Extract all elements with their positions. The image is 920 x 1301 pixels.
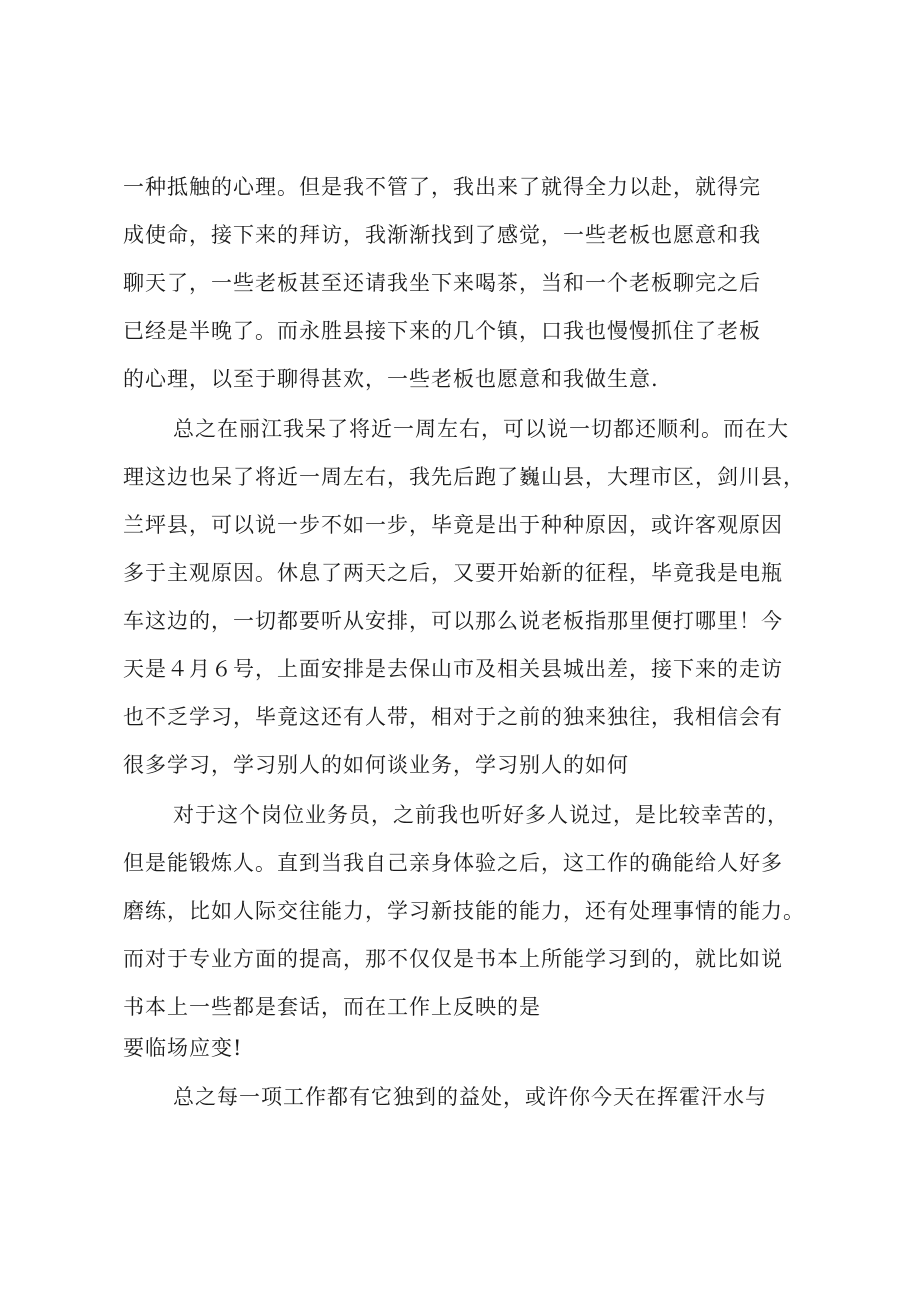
text-line: 要临场应变! [123, 1036, 243, 1060]
paragraph-first-line: 对于这个岗位业务员，之前我也听好多人说过，是比较幸苦的， [173, 803, 789, 827]
text-line: 聊天了，一些老板甚至还请我坐下来喝茶，当和一个老板聊完之后 [123, 271, 761, 295]
text-line: 书本上一些都是套话，而在工作上反映的是 [123, 995, 541, 1019]
text-line: 一种抵触的心理。但是我不管了，我出来了就得全力以赴，就得完 [123, 175, 761, 199]
text-line: 成使命，接下来的拜访，我渐渐找到了感觉，一些老板也愿意和我 [123, 223, 761, 247]
text-line: 但是能锻炼人。直到当我自己亲身体验之后，这工作的确能给人好多 [123, 851, 783, 875]
text-line: 车这边的，一切都要听从安排，可以那么说老板指那里便打哪里！今 [123, 609, 783, 633]
text-line: 而对于专业方面的提高，那不仅仅是书本上所能学习到的，就比如说 [123, 947, 783, 971]
text-line: 多于主观原因。休息了两天之后，又要开始新的征程，毕竟我是电瓶 [123, 561, 783, 585]
text-line: 磨练，比如人际交往能力，学习新技能的能力，还有处理事情的能力。 [123, 899, 805, 923]
paragraph-first-line: 总之每一项工作都有它独到的益处，或许你今天在挥霍汗水与 [173, 1085, 767, 1109]
paragraph-first-line: 总之在丽江我呆了将近一周左右，可以说一切都还顺利。而在大 [173, 417, 789, 441]
text-line: 理这边也呆了将近一周左右，我先后跑了巍山县，大理市区，剑川县， [123, 465, 805, 489]
text-line: 兰坪县，可以说一步不如一步，毕竟是出于种种原因，或许客观原因 [123, 513, 783, 537]
text-line: 的心理，以至于聊得甚欢，一些老板也愿意和我做生意. [123, 367, 659, 391]
text-line: 也不乏学习，毕竟这还有人带，相对于之前的独来独往，我相信会有 [123, 705, 783, 729]
text-line: 很多学习，学习别人的如何谈业务，学习别人的如何 [123, 753, 629, 777]
text-line: 天是４月６号，上面安排是去保山市及相关县城出差，接下来的走访 [123, 657, 783, 681]
text-line: 已经是半晚了。而永胜县接下来的几个镇，口我也慢慢抓住了老板 [123, 319, 761, 343]
